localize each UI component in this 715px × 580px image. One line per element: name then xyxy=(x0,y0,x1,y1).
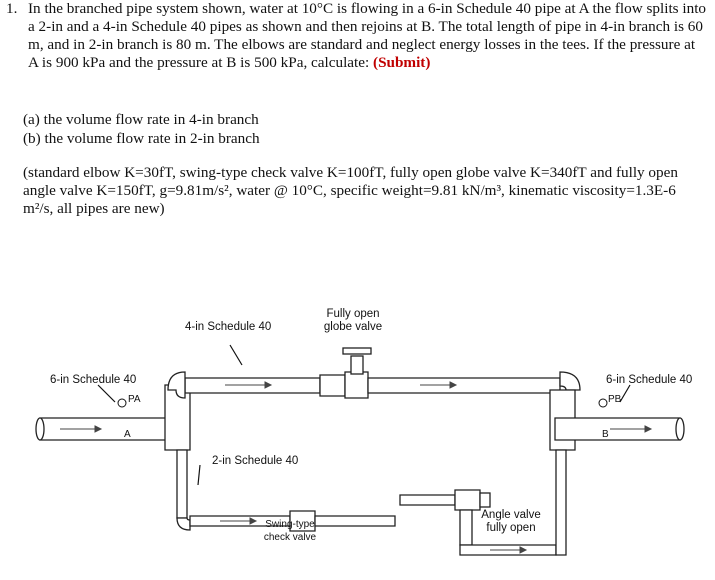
label-2in: 2-in Schedule 40 xyxy=(212,455,299,467)
problem-number: 1. xyxy=(6,0,18,17)
pipe-system-figure xyxy=(0,290,715,575)
label-pa: PA xyxy=(128,394,141,405)
angle-valve xyxy=(455,490,480,510)
lower-branch-right-up xyxy=(556,450,566,555)
question-parts xyxy=(23,110,260,148)
part-a: (a) the volume flow rate in 4-in branch xyxy=(23,111,259,128)
label-globe-valve xyxy=(318,308,388,334)
label-point-a: A xyxy=(124,429,131,440)
label-swing-check xyxy=(255,518,325,544)
part-b: (b) the volume flow rate in 2-in branch xyxy=(23,130,260,147)
label-pb: PB xyxy=(608,394,622,405)
label-swing-line1: Swing-type xyxy=(265,519,315,530)
label-4in: 4-in Schedule 40 xyxy=(185,321,272,333)
pressure-gauge-a-icon xyxy=(118,399,126,407)
assumptions-text: (standard elbow K=30fT, swing-type check valve K=100fT, fully open globe valve K=340fT and fully open angle valve K=150fT, g=9.81m/s², water @ 10°C, specific weight=9.81 kN/m³, kinematic viscosity=1.3E-6 m²/s, all pipes are new) xyxy=(23,164,678,217)
label-angle-line1: Angle valve xyxy=(481,509,541,521)
problem-text: In the branched pipe system shown, water at 10°C is flowing in a 6-in Schedule 40 pipe at A the flow splits into a 2-in and a 4-in Schedule 40 pipes as shown and then rejoins at B. The total length of pipe in 4-in branch is 60 m, and in 2-in branch is 80 m. The elbows are standard and neglect energy losses in the tees. If the pressure at A is 900 kPa and the pressure at B is 500 kPa, calculate: xyxy=(28,0,707,71)
submit-link[interactable]: (Submit) xyxy=(373,54,431,71)
label-swing-line2: check valve xyxy=(263,532,317,543)
label-angle-line2: fully open xyxy=(486,522,536,534)
pressure-gauge-b-icon xyxy=(599,399,607,407)
problem-body xyxy=(28,0,706,72)
label-angle-valve xyxy=(476,509,546,535)
lower-branch-left-down xyxy=(177,450,187,518)
label-6in-left: 6-in Schedule 40 xyxy=(50,374,137,386)
globe-valve xyxy=(320,375,345,396)
label-globe-line2: globe valve xyxy=(323,321,383,333)
label-globe-line1: Fully open xyxy=(326,308,380,320)
label-point-b: B xyxy=(602,429,609,440)
label-6in-right: 6-in Schedule 40 xyxy=(606,374,693,386)
problem-statement xyxy=(6,0,706,72)
